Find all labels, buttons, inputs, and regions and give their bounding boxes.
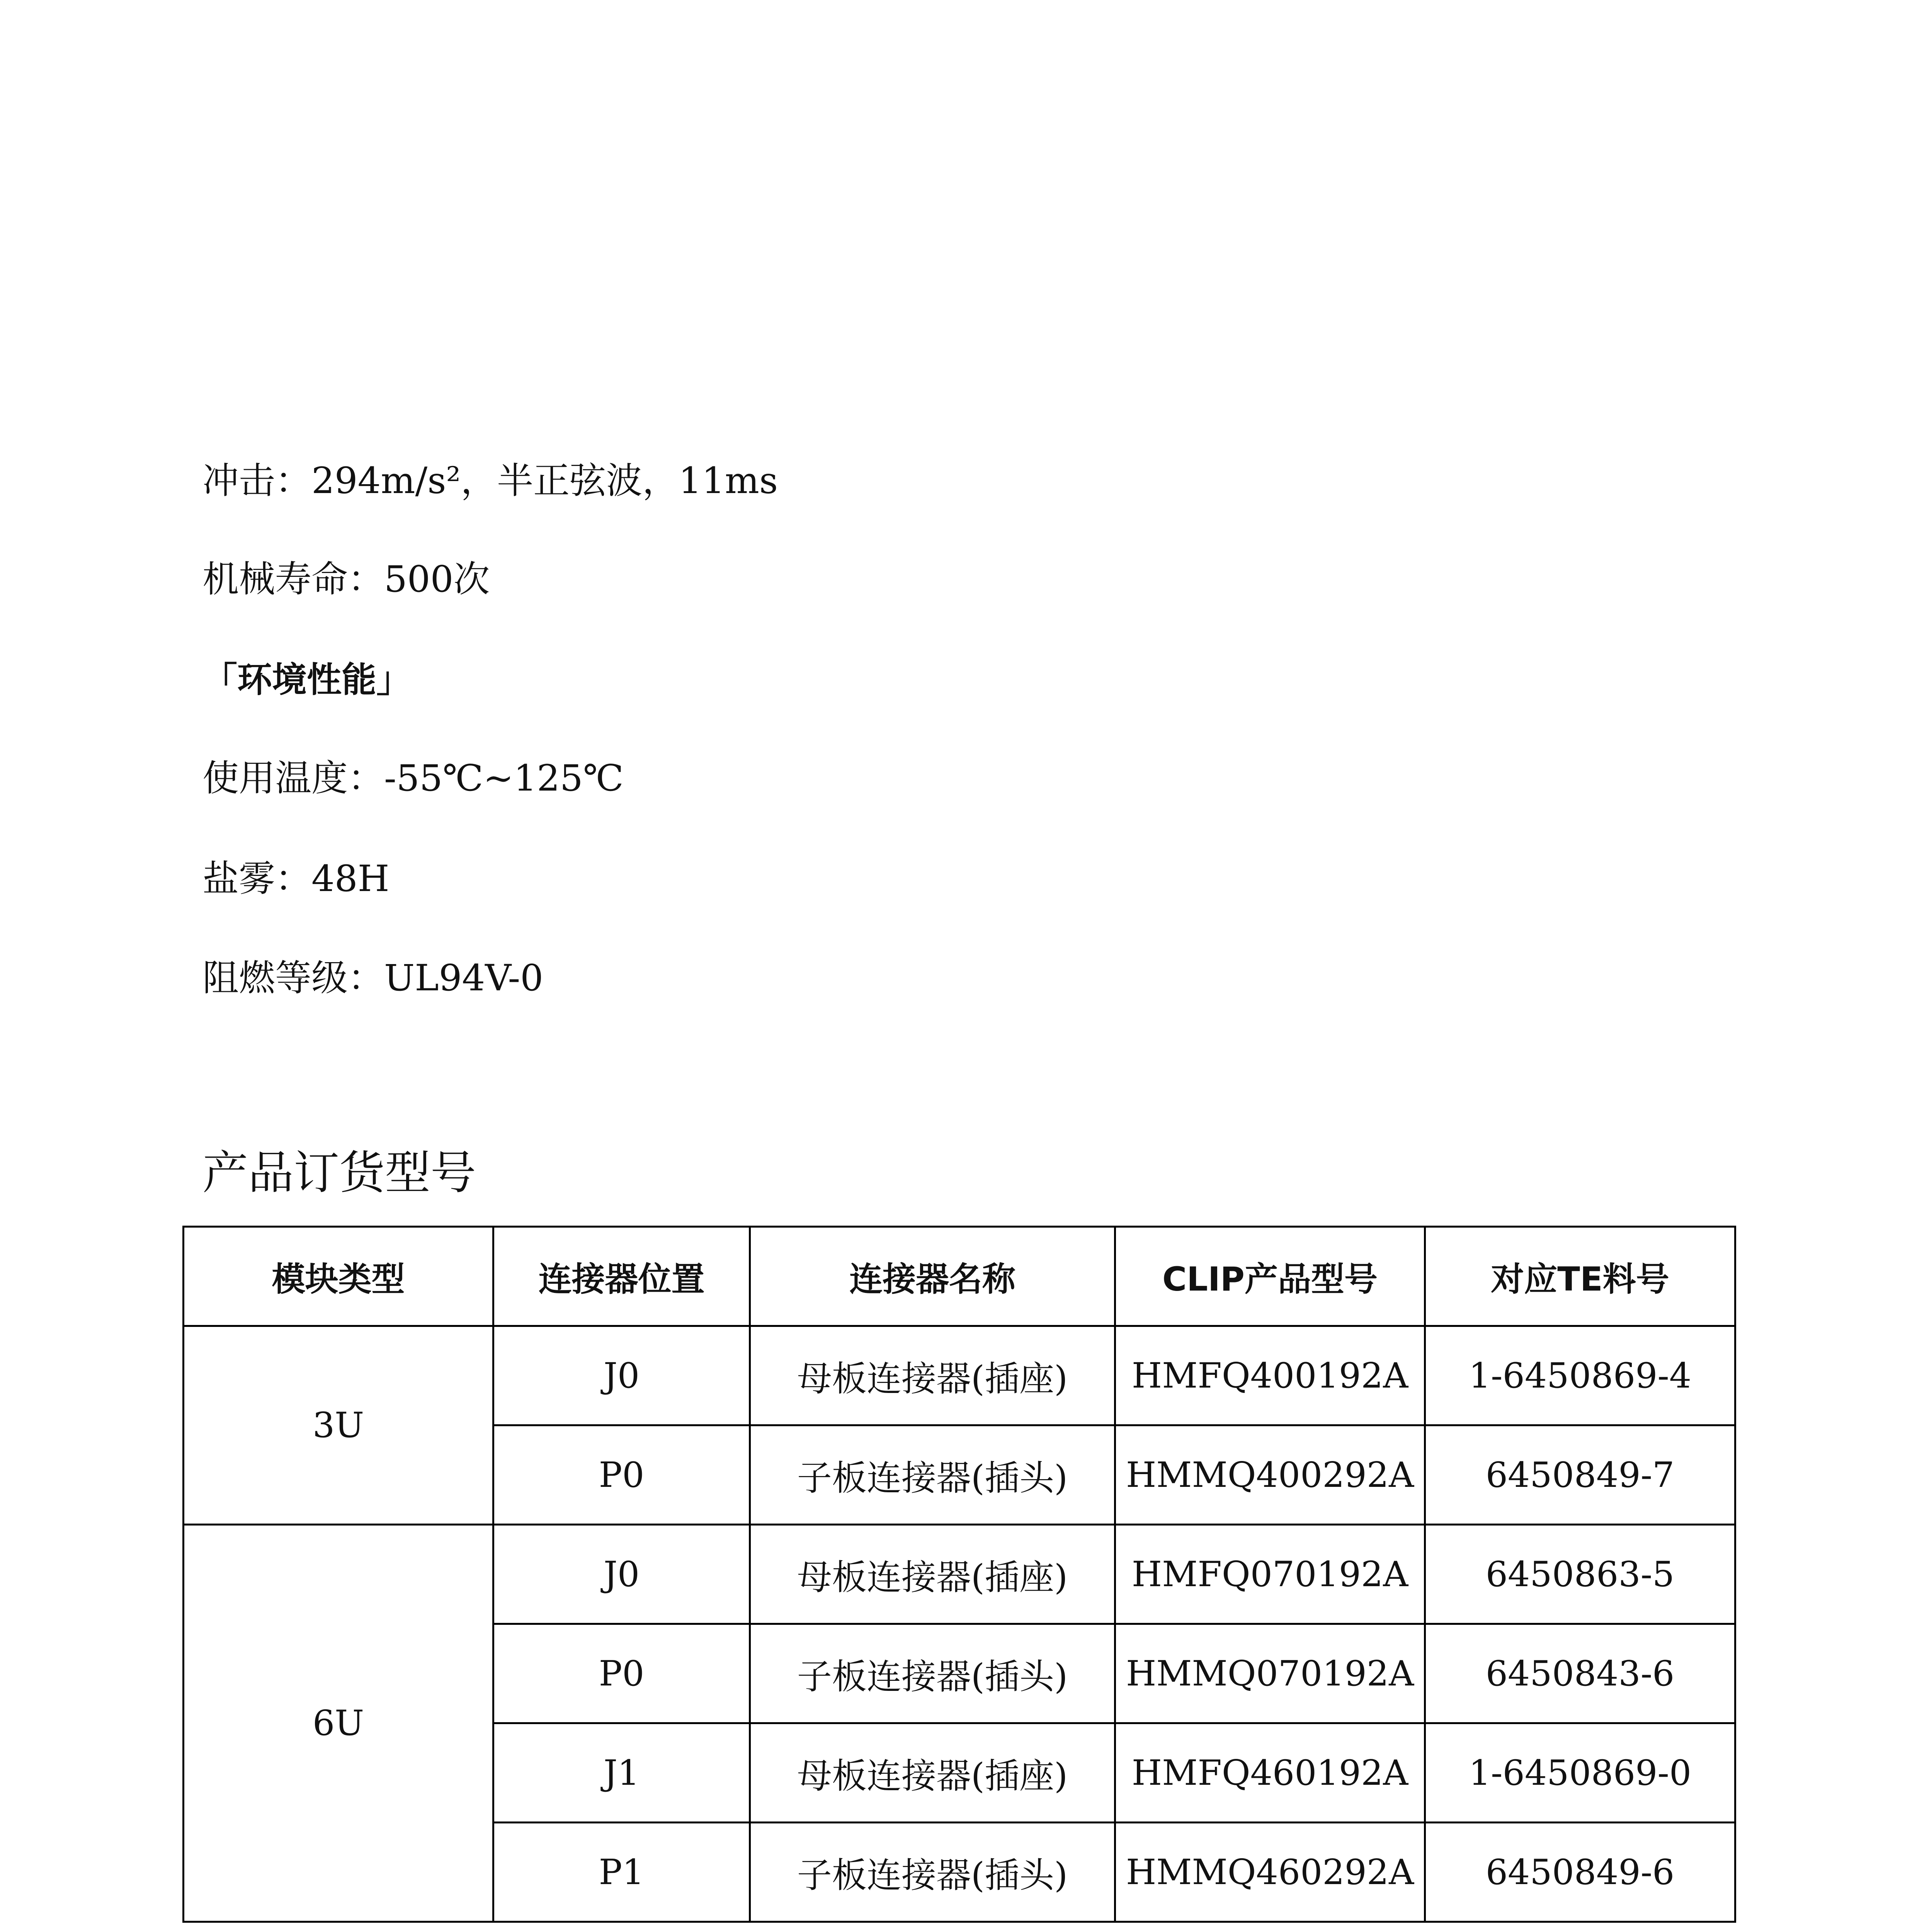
te-part-cell: 6450849-6 bbox=[1425, 1823, 1735, 1922]
header-module-type: 模块类型 bbox=[184, 1227, 493, 1326]
connector-name-cell: 子板连接器(插头) bbox=[750, 1624, 1115, 1723]
position-cell: J1 bbox=[493, 1723, 750, 1823]
header-connector-name: 连接器名称 bbox=[750, 1227, 1115, 1326]
ordering-table bbox=[182, 1226, 1736, 1923]
table-row bbox=[184, 1525, 1735, 1624]
connector-name-cell: 母板连接器(插座) bbox=[750, 1723, 1115, 1823]
position-cell: P0 bbox=[493, 1425, 750, 1525]
clip-part-cell: HMFQ070192A bbox=[1115, 1525, 1425, 1624]
spec-shock: 冲击：294m/s²，半正弦波，11ms bbox=[202, 460, 778, 502]
spec-operating-temperature: 使用温度：-55℃~125℃ bbox=[202, 757, 624, 799]
position-cell: J0 bbox=[493, 1525, 750, 1624]
te-part-cell: 6450863-5 bbox=[1425, 1525, 1735, 1624]
module-type-cell: 6U bbox=[184, 1525, 493, 1922]
position-cell: P0 bbox=[493, 1624, 750, 1723]
header-te-part-number: 对应TE料号 bbox=[1425, 1227, 1735, 1326]
te-part-cell: 6450843-6 bbox=[1425, 1624, 1735, 1723]
spec-mechanical-life: 机械寿命：500次 bbox=[202, 558, 490, 600]
spec-salt-spray: 盐雾：48H bbox=[202, 858, 390, 900]
te-part-cell: 1-6450869-4 bbox=[1425, 1326, 1735, 1425]
connector-name-cell: 母板连接器(插座) bbox=[750, 1525, 1115, 1624]
header-clip-part-number: CLIP产品型号 bbox=[1115, 1227, 1425, 1326]
module-type-cell: 3U bbox=[184, 1326, 493, 1525]
connector-name-cell: 子板连接器(插头) bbox=[750, 1823, 1115, 1922]
table-header-row bbox=[184, 1227, 1735, 1326]
te-part-cell: 6450849-7 bbox=[1425, 1425, 1735, 1525]
te-part-cell: 1-6450869-0 bbox=[1425, 1723, 1735, 1823]
connector-name-cell: 子板连接器(插头) bbox=[750, 1425, 1115, 1525]
section-title-ordering: 产品订货型号 bbox=[202, 1146, 476, 1199]
spec-flame-rating: 阻燃等级：UL94V-0 bbox=[202, 957, 544, 999]
table-row bbox=[184, 1326, 1735, 1425]
clip-part-cell: HMMQ460292A bbox=[1115, 1823, 1425, 1922]
connector-name-cell: 母板连接器(插座) bbox=[750, 1326, 1115, 1425]
clip-part-cell: HMMQ400292A bbox=[1115, 1425, 1425, 1525]
clip-part-cell: HMFQ400192A bbox=[1115, 1326, 1425, 1425]
clip-part-cell: HMFQ460192A bbox=[1115, 1723, 1425, 1823]
clip-part-cell: HMMQ070192A bbox=[1115, 1624, 1425, 1723]
header-connector-position: 连接器位置 bbox=[493, 1227, 750, 1326]
position-cell: P1 bbox=[493, 1823, 750, 1922]
env-performance-heading: 「环境性能」 bbox=[202, 660, 411, 700]
position-cell: J0 bbox=[493, 1326, 750, 1425]
